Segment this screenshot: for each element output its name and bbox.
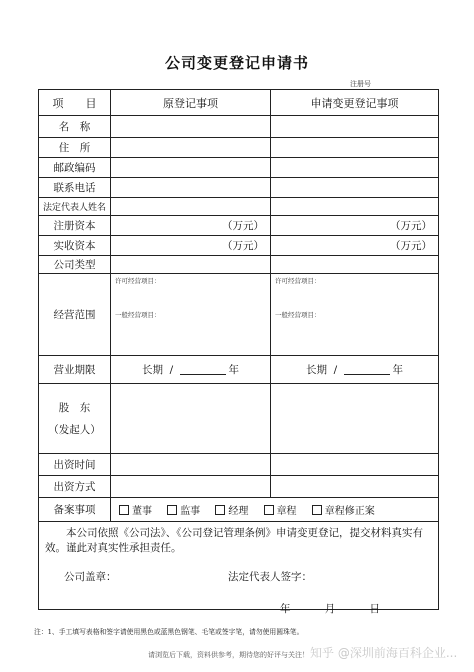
- field-contribution-method-original[interactable]: [111, 476, 271, 498]
- change-registration-table: [38, 89, 439, 610]
- label-shareholders-line2: （发起人）: [48, 423, 101, 436]
- header-row: [39, 90, 439, 116]
- date-line: [280, 601, 380, 616]
- filing-option-articles[interactable]: 章程: [264, 506, 297, 517]
- row-business-scope: [39, 274, 439, 356]
- label-phone: 联系电话: [39, 178, 111, 198]
- filing-options: [111, 498, 439, 522]
- row-business-term: [39, 356, 439, 384]
- footnote: 注：1、手工填写表格和签字请使用黑色或蓝黑色钢笔、毛笔或签字笔，请勿使用圆珠笔。: [34, 628, 304, 636]
- field-contribution-time-requested[interactable]: [271, 454, 439, 476]
- header-requested: 申请变更登记事项: [271, 90, 439, 116]
- label-filing-items: 备案事项: [39, 498, 111, 522]
- checkbox-icon[interactable]: [167, 505, 177, 515]
- term-slash: /: [333, 364, 338, 376]
- declaration-text: 本公司依照《公司法》、《公司登记管理条例》申请变更登记，提交材料真实有效。谨此对真实性承担责任。: [45, 527, 423, 554]
- term-year-text: 年: [392, 364, 404, 376]
- filing-option-directors[interactable]: 董事: [119, 506, 152, 517]
- label-contribution-time: 出资时间: [39, 454, 111, 476]
- declaration-cell: [39, 522, 439, 610]
- row-name: [39, 116, 439, 138]
- field-paid-capital-requested[interactable]: （万元）: [271, 236, 439, 256]
- field-registered-capital-original[interactable]: （万元）: [111, 216, 271, 236]
- watermark: 知乎 @深圳前海百科企业...: [310, 646, 458, 660]
- term-slash: /: [169, 364, 174, 376]
- field-phone-original[interactable]: [111, 178, 271, 198]
- header-item: 项 目: [39, 90, 111, 116]
- label-postal-code: 邮政编码: [39, 158, 111, 178]
- checkbox-icon[interactable]: [119, 505, 129, 515]
- row-contribution-time: [39, 454, 439, 476]
- row-registered-capital: [39, 216, 439, 236]
- field-legal-rep-original[interactable]: [111, 198, 271, 216]
- field-legal-rep-requested[interactable]: [271, 198, 439, 216]
- field-name-original[interactable]: [111, 116, 271, 138]
- field-shareholders-requested[interactable]: [271, 384, 439, 454]
- row-filing-items: [39, 498, 439, 522]
- field-phone-requested[interactable]: [271, 178, 439, 198]
- checkbox-icon[interactable]: [312, 505, 322, 515]
- label-legal-rep: 法定代表人姓名: [39, 198, 111, 216]
- row-declaration: [39, 522, 439, 610]
- filing-option-manager[interactable]: 经理: [215, 506, 248, 517]
- checkbox-icon[interactable]: [215, 505, 225, 515]
- label-company-type: 公司类型: [39, 256, 111, 274]
- label-business-term: 营业期限: [39, 356, 111, 384]
- row-postal-code: [39, 158, 439, 178]
- download-footer: 请浏览后下载，资料供参考，期待您的好评与关注！: [148, 651, 309, 659]
- header-original: 原登记事项: [111, 90, 271, 116]
- licensed-items-label: 许可经营项目：: [275, 277, 321, 285]
- label-contribution-method: 出资方式: [39, 476, 111, 498]
- field-business-scope-requested[interactable]: [271, 274, 439, 356]
- legal-rep-signature-label: 法定代表人签字：: [228, 571, 312, 583]
- date-year: 年: [280, 603, 291, 615]
- field-shareholders-original[interactable]: [111, 384, 271, 454]
- date-day: 日: [369, 603, 380, 615]
- field-contribution-time-original[interactable]: [111, 454, 271, 476]
- term-year-blank[interactable]: [180, 364, 226, 375]
- date-month: 月: [324, 603, 336, 615]
- term-year-text: 年: [228, 364, 240, 376]
- row-address: [39, 138, 439, 158]
- row-company-type: [39, 256, 439, 274]
- row-shareholders: [39, 384, 439, 454]
- field-name-requested[interactable]: [271, 116, 439, 138]
- label-business-scope: 经营范围: [39, 274, 111, 356]
- field-address-original[interactable]: [111, 138, 271, 158]
- company-seal-label: 公司盖章：: [64, 571, 117, 583]
- label-name: 名 称: [39, 116, 111, 138]
- row-paid-capital: [39, 236, 439, 256]
- general-items-label: 一般经营项目：: [115, 311, 161, 319]
- label-paid-capital: 实收资本: [39, 236, 111, 256]
- registration-number-label: 注册号: [350, 80, 371, 88]
- filing-option-articles-amendment[interactable]: 章程修正案: [312, 506, 375, 517]
- field-contribution-method-requested[interactable]: [271, 476, 439, 498]
- field-business-term-original[interactable]: [111, 356, 271, 384]
- filing-option-supervisors[interactable]: 监事: [167, 506, 200, 517]
- field-business-scope-original[interactable]: [111, 274, 271, 356]
- form-title: 公司变更登记申请书: [164, 54, 309, 72]
- field-business-term-requested[interactable]: [271, 356, 439, 384]
- row-phone: [39, 178, 439, 198]
- field-company-type-original[interactable]: [111, 256, 271, 274]
- label-address: 住 所: [39, 138, 111, 158]
- licensed-items-label: 许可经营项目：: [115, 277, 161, 285]
- field-paid-capital-original[interactable]: （万元）: [111, 236, 271, 256]
- label-shareholders: [39, 384, 111, 454]
- field-postal-code-requested[interactable]: [271, 158, 439, 178]
- general-items-label: 一般经营项目：: [275, 311, 321, 319]
- label-registered-capital: 注册资本: [39, 216, 111, 236]
- term-long-text: 长期: [141, 364, 163, 376]
- field-address-requested[interactable]: [271, 138, 439, 158]
- field-registered-capital-requested[interactable]: （万元）: [271, 216, 439, 236]
- row-legal-rep: [39, 198, 439, 216]
- label-shareholders-line1: 股 东: [58, 401, 91, 414]
- field-company-type-requested[interactable]: [271, 256, 439, 274]
- field-postal-code-original[interactable]: [111, 158, 271, 178]
- term-long-text: 长期: [305, 364, 327, 376]
- term-year-blank[interactable]: [344, 364, 390, 375]
- row-contribution-method: [39, 476, 439, 498]
- checkbox-icon[interactable]: [264, 505, 274, 515]
